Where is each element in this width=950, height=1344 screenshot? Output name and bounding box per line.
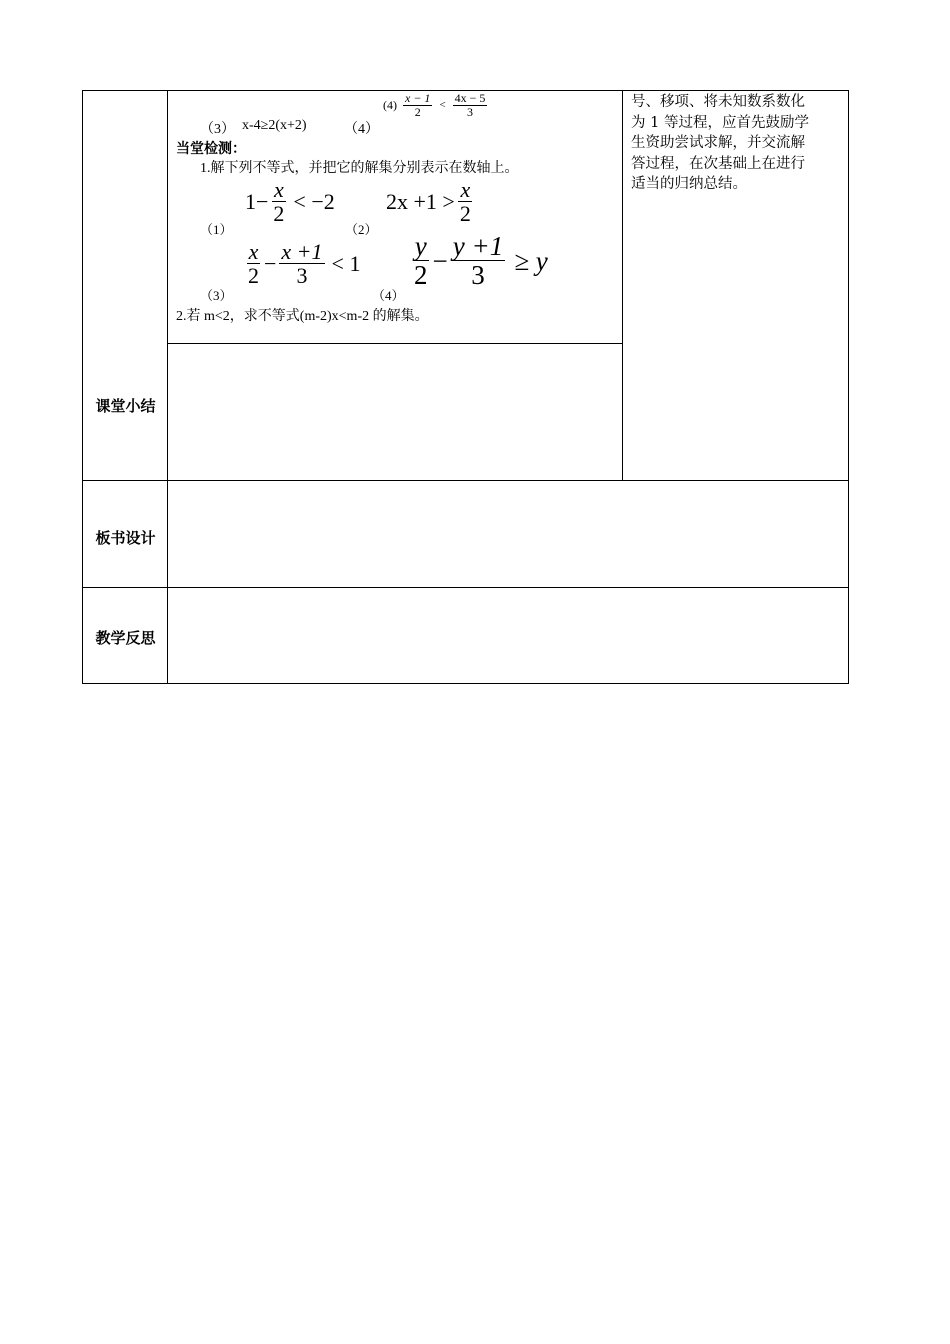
- ineq3-numerator-a: x: [248, 239, 259, 264]
- ineq4-denominator-a: 2: [414, 260, 428, 291]
- ineq4-fraction-a: [412, 232, 430, 291]
- teaching-notes: [631, 92, 841, 195]
- ineq4-minus: −: [432, 246, 448, 277]
- ineq4-fraction-b: [451, 232, 505, 291]
- ineq4-expression: [409, 232, 548, 291]
- ineq3-denominator-a: 2: [248, 263, 259, 289]
- ineq1-numerator: x: [274, 177, 284, 202]
- ineq3-minus: −: [264, 251, 277, 277]
- ineq1-denominator: 2: [273, 201, 285, 227]
- item4-right-numerator: 4x − 5: [454, 91, 486, 105]
- ineq2-denominator: 2: [459, 201, 471, 227]
- ineq3-fraction-b: [279, 240, 324, 288]
- ineq2-lead: 2x +1 >: [386, 189, 455, 215]
- ineq1-expression: [245, 178, 335, 226]
- ineq4-numerator-a: y: [414, 231, 427, 261]
- item4-right-fraction: [453, 92, 488, 119]
- row-divider-content: [168, 343, 623, 344]
- ineq2-fraction: [458, 178, 473, 226]
- ineq4-denominator-b: 3: [471, 260, 485, 291]
- item3-prefix: （3）: [200, 122, 235, 137]
- check-heading: 当堂检测：: [176, 141, 246, 157]
- column-divider-left: [167, 91, 168, 683]
- ineq1-label: （1）: [200, 222, 233, 237]
- notes-line: 答过程，在次基础上在进行: [631, 155, 805, 172]
- ineq4-numerator-b: y +1: [452, 231, 504, 261]
- ineq1-lead: 1−: [245, 189, 269, 215]
- ineq3-fraction-a: [246, 240, 261, 288]
- ineq3-denominator-b: 3: [296, 263, 308, 289]
- notes-line: 生资助尝试求解，并交流解: [631, 135, 805, 151]
- ineq3-label: （3）: [200, 288, 233, 303]
- item4-inequality: [383, 92, 490, 119]
- ineq4-tail: ≥ y: [514, 246, 548, 277]
- teaching-reflection-label: 教学反思: [95, 629, 156, 647]
- summary-label: 课堂小结: [95, 397, 156, 415]
- board-design-label: 板书设计: [95, 529, 156, 547]
- item3-inequality: x-4≥2(x+2): [242, 118, 307, 133]
- item4-left-numerator: x − 1: [405, 91, 431, 105]
- ineq2-numerator: x: [460, 177, 471, 202]
- notes-line: 为 1 等过程，应首先鼓励学: [631, 114, 809, 131]
- ineq1-fraction: [271, 178, 286, 226]
- ineq2-label: （2）: [345, 222, 378, 237]
- column-divider-right: [622, 91, 623, 480]
- item4-left-fraction: [403, 92, 432, 119]
- item4-right-denominator: 3: [467, 104, 474, 119]
- task2-text: 2.若 m<2，求不等式(m-2)x<m-2 的解集。: [176, 309, 429, 324]
- notes-line: 适当的归纳总结。: [631, 176, 747, 192]
- row-divider-summary: [83, 480, 848, 481]
- ineq3-numerator-b: x +1: [281, 239, 323, 264]
- ineq2-expression: [386, 178, 476, 226]
- ineq4-label: （4）: [372, 288, 405, 303]
- notes-line: 号、移项、将未知数系数化: [631, 94, 805, 110]
- row-divider-board: [83, 587, 848, 588]
- item4-left-denominator: 2: [414, 104, 421, 119]
- item4-prefix: （4）: [344, 122, 379, 137]
- task1-text: 1.解下列不等式，并把它的解集分别表示在数轴上。: [200, 161, 519, 176]
- ineq3-tail: < 1: [331, 251, 361, 277]
- ineq1-tail: < −2: [293, 189, 335, 215]
- item4-operator: <: [439, 99, 446, 112]
- item4-label: (4): [383, 97, 397, 112]
- ineq3-expression: [243, 240, 360, 288]
